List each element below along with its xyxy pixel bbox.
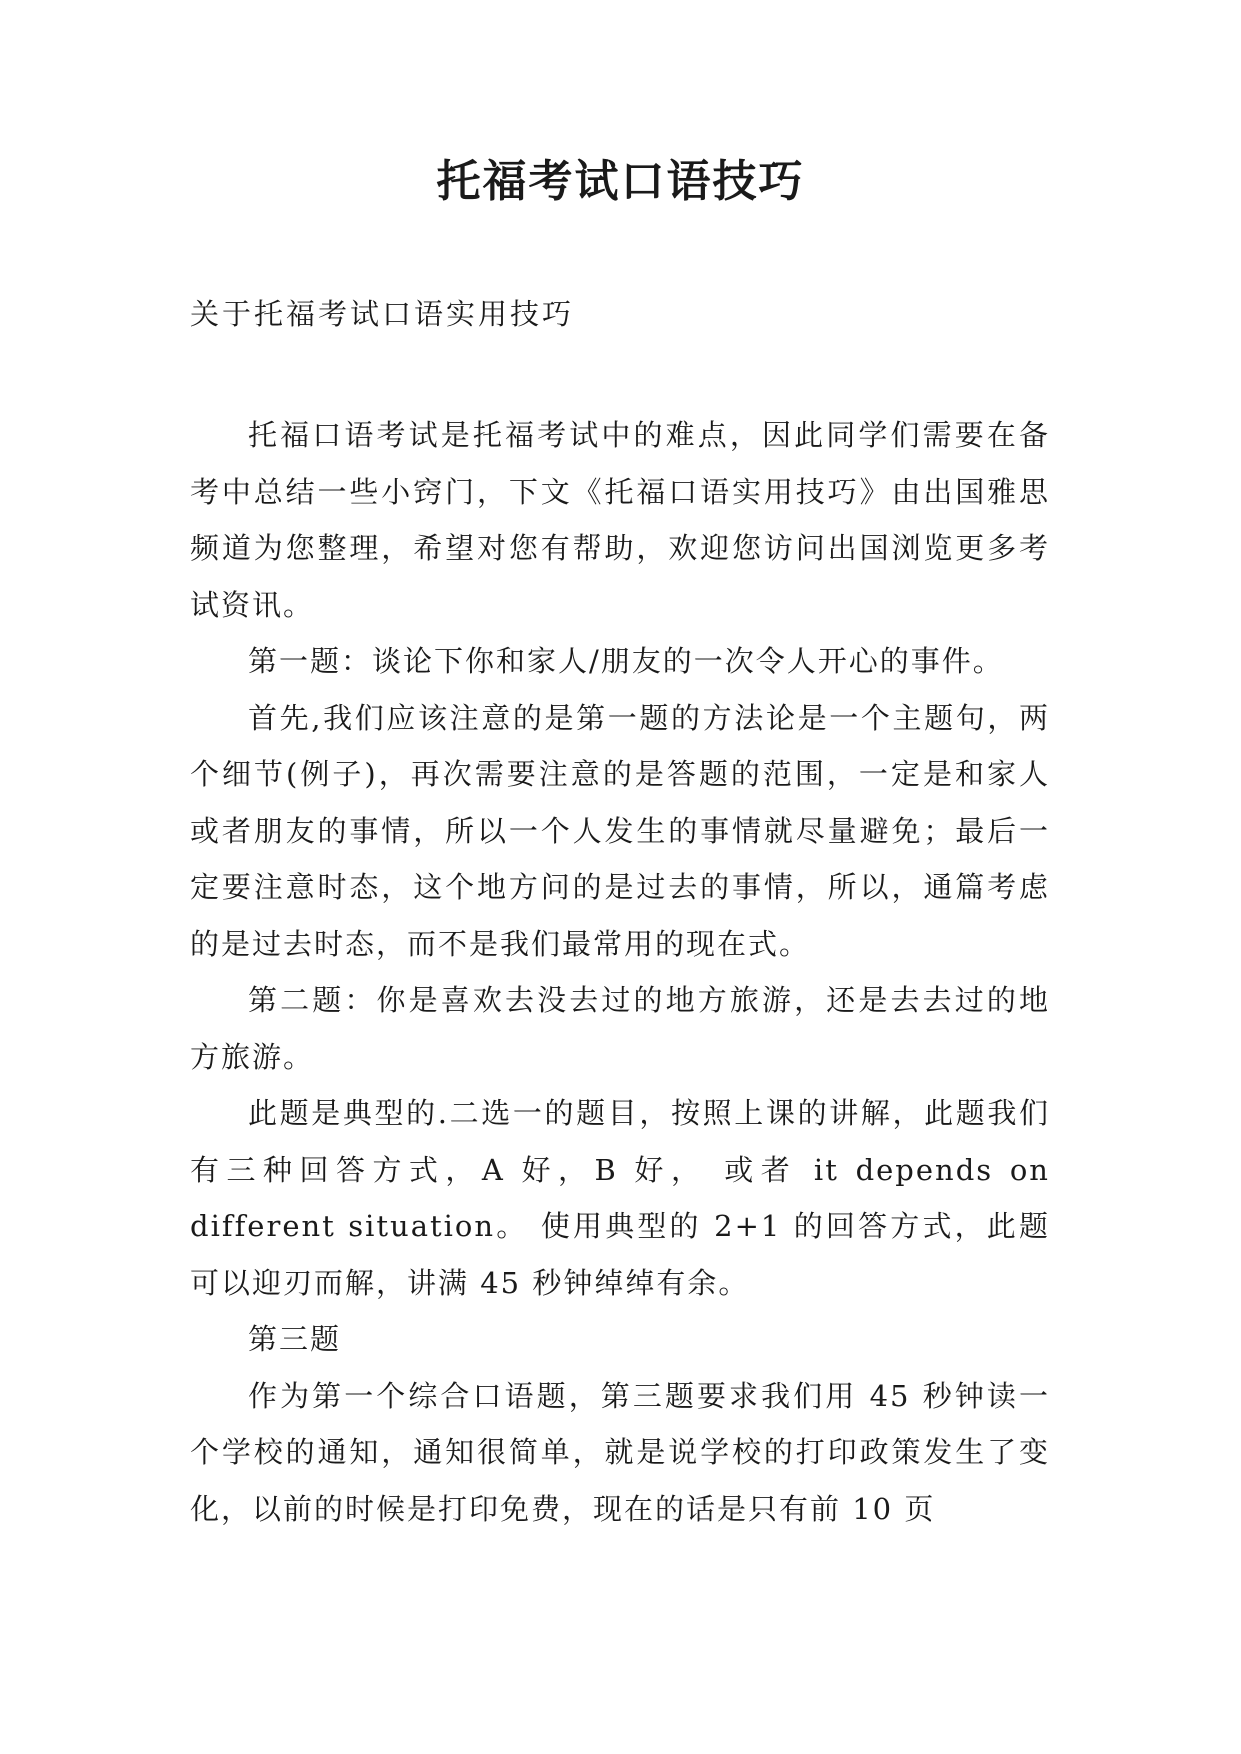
question-three-paragraph: 作为第一个综合口语题，第三题要求我们用 45 秒钟读一个学校的通知，通知很简单，就是说学校的打印政策发生了变化，以前的时候是打印免费，现在的话是只有前 10 页 — [190, 1378, 1050, 1526]
question-two-heading: 第二题：你是喜欢去没去过的地方旅游，还是去去过的地方旅游。 — [190, 983, 1050, 1074]
question-two-paragraph: 此题是典型的.二选一的题目，按照上课的讲解，此题我们有三种回答方式，A 好，B 好， 或者 it depends on different situation。 使用典型的 2+1 的回答方式，此题可以迎刃而解，讲满 45 秒钟绰绰有余。 — [190, 1096, 1050, 1300]
intro-paragraph: 托福口语考试是托福考试中的难点，因此同学们需要在备考中总结一些小窍门，下文《托福口语实用技巧》由出国雅思频道为您整理，希望对您有帮助，欢迎您访问出国浏览更多考试资讯。 — [190, 418, 1050, 622]
question-one-paragraph: 首先,我们应该注意的是第一题的方法论是一个主题句，两个细节(例子)，再次需要注意的是答题的范围，一定是和家人或者朋友的事情，所以一个人发生的事情就尽量避免；最后一定要注意时态，这个地方问的是过去的事情，所以，通篇考虑的是过去时态，而不是我们最常用的现在式。 — [190, 700, 1050, 961]
document-body — [190, 407, 1050, 1537]
question-one-heading: 第一题：谈论下你和家人/朋友的一次令人开心的事件。 — [248, 644, 1004, 678]
page-title: 托福考试口语技巧 — [436, 156, 805, 207]
document-subtitle: 关于托福考试口语实用技巧 — [190, 297, 575, 331]
question-three-heading: 第三题 — [248, 1322, 342, 1356]
